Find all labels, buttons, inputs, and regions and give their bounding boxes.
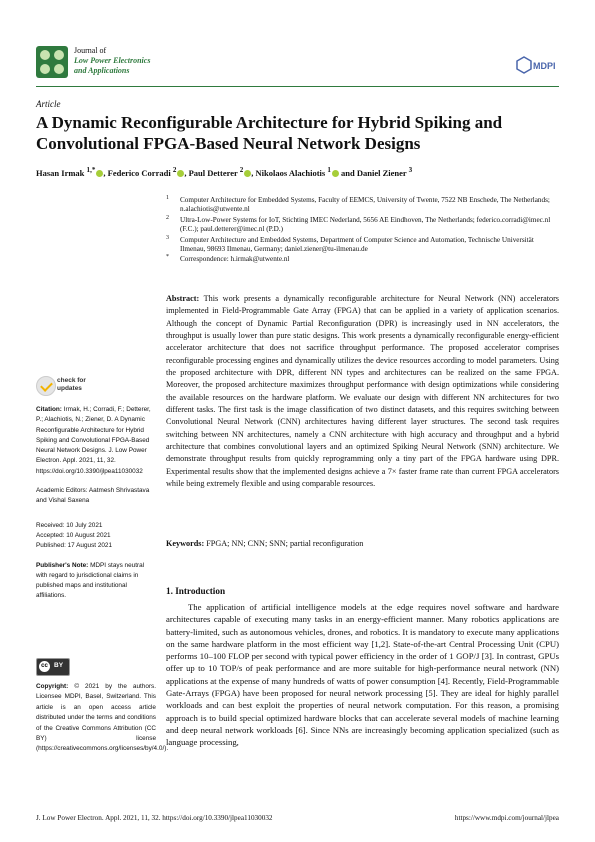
dates (36, 521, 156, 552)
article-type: Article (36, 99, 61, 109)
author: Paul Detterer $^2$ (189, 168, 252, 178)
mdpi-logo (516, 56, 558, 74)
keywords-label: Keywords: (166, 539, 205, 548)
journal-name-line3: and Applications (74, 66, 130, 75)
author: Nikolaos Alachiotis $^1$ (256, 168, 339, 178)
author: Federico Corradi $^2$ (108, 168, 185, 178)
footer-citation: J. Low Power Electron. Appl. 2021, 11, 32. https://doi.org/10.3390/jlpea11030032 (36, 814, 273, 822)
cc-icon: cc (39, 661, 50, 672)
correspondence: * Correspondence: h.irmak@utwente.nl (166, 254, 290, 264)
author: Hasan Irmak $^{1,*}$ (36, 168, 103, 178)
orcid-icon[interactable] (244, 170, 251, 177)
accepted-date: Accepted: 10 August 2021 (36, 531, 111, 539)
section-heading: 1. Introduction (166, 586, 226, 596)
journal-name-line2: Low Power Electronics (74, 56, 151, 65)
orcid-icon[interactable] (96, 170, 103, 177)
journal-logo (36, 46, 68, 78)
keywords (166, 538, 559, 549)
footer-journal-url[interactable]: https://www.mdpi.com/journal/jlpea (454, 814, 559, 822)
paragraph: The application of artificial intelligence models at the edge requires novel software and hardware architectures capable of executing many tasks in an energy-efficient manner. Many robotics applications are battery-limited, such as autonomous vehicles, drones, and robotics. It is mandatory to execute many applications on the same hardware platform in the most efficient way [1,2]. State-of-the-art Central Processing Unit (CPU) performs 10–100 FLOP per second with typical power efficiency in the order of 1 GOP/J [3]. In contrast, GPUs offer up to 10 TOP/s of peak performance and are more suitable for high-performance neural network (NN) applications at the expense of many hundreds of watts of power consumption [4]. Recently, Field-Programmable Gate-Arrays (FPGA) have been proposed for neural network processing [5]. They are ideal for highly parallel workloads and can best exploit the properties of neural network computation. For this reason, a promising approach is to build special optimized hardware blocks that can accelerate several models of machine learning and deep neural network workloads [6]. Since NNs are increasingly becoming application specialized (such as language processing, (166, 602, 559, 748)
by-icon: BY (54, 662, 64, 669)
journal-name (74, 46, 150, 76)
published-date: Published: 17 August 2021 (36, 542, 113, 550)
citation: Citation: Irmak, H.; Corradi, F.; Detterer, P.; Alachiotis, N.; Ziener, D. A Dynamic Reconfigurable Architecture for Hybrid Spiking and Convolutional FPGA-Based Neural Network Designs. J. Low Power Electron. Appl. 2021, 11, 32. https://doi.org/10.3390/jlpea11030032 (36, 406, 151, 475)
abstract (166, 293, 559, 491)
mdpi-logo-text: MDPI (533, 61, 556, 71)
author: Daniel Ziener $^3$ (356, 166, 413, 178)
orcid-icon[interactable] (177, 170, 184, 177)
header-divider (36, 86, 559, 87)
article-info-sidebar (36, 405, 156, 611)
publisher-note: Publisher's Note: MDPI stays neutral with regard to jurisdictional claims in published maps and institutional affiliations. (36, 561, 145, 600)
author-list: Hasan Irmak $^{1,*}$ , Federico Corradi $^2$ , Paul Detterer $^2$ , Nikolaos Alachiotis $^1$ and Daniel Ziener $^3$ (36, 166, 413, 178)
copyright-notice: Copyright: © 2021 by the authors. Licensee MDPI, Basel, Switzerland. This article is an open access article distributed under the terms and conditions of the Creative Commons Attribution (CC BY) license (https://creativecommons.org/licenses/by/4.0/). (36, 683, 169, 753)
introduction-body (166, 601, 559, 749)
affiliation: 3 Computer Architecture and Embedded Systems, Department of Computer Science and Automation, Technische Universität Ilmenau, 98693 Ilmenau, Germany; daniel.ziener@tu-ilmenau.de (166, 234, 534, 254)
keywords-text: FPGA; NN; CNN; SNN; partial reconfiguration (206, 539, 364, 548)
journal-name-line1: Journal of (74, 46, 107, 55)
academic-editors: Academic Editors: Aatmesh Shrivastava and Vishal Saxena (36, 487, 150, 505)
abstract-label: Abstract: (166, 294, 200, 303)
affiliation: 2 Ultra-Low-Power Systems for IoT, Stichting IMEC Nederland, 5656 AE Eindhoven, The Netherlands; federico.corradi@imec.nl (F.C.); paul.detterer@imec.nl (P.D.) (166, 214, 551, 234)
affiliations (166, 196, 556, 266)
received-date: Received: 10 July 2021 (36, 521, 103, 529)
article-title: A Dynamic Reconfigurable Architecture for Hybrid Spiking and Convolutional FPGA-Based Neural Network Designs (36, 113, 503, 153)
orcid-icon[interactable] (332, 170, 339, 177)
check-for-updates[interactable]: check for updates (36, 376, 116, 398)
check-updates-icon (36, 376, 56, 396)
affiliation: 1 Computer Architecture for Embedded Systems, Faculty of EEMCS, University of Twente, 7522 NB Enschede, The Netherlands; n.alachiotis@utwente.nl (166, 195, 550, 214)
abstract-text: This work presents a dynamically reconfigurable architecture for Neural Network (NN) accelerators implemented in Field-Programmable Gate Array (FPGA) that can be applied in a variety of application scenarios. Although the concept of Dynamic Partial Reconfiguration (DPR) is increasingly used in NN accelerators, the throughput is usually lower than pure static designs. This work presents a dynamically reconfigurable energy-efficient accelerator architecture that does not sacrifice throughput performance. The proposed accelerator comprises reconfigurable processing engines and dynamically utilizes the device resources according to model parameters. Using the proposed architecture with DPR, different NN types and architectures can be realized on the same FPGA. Moreover, the proposed architecture maximizes throughput performance with design optimizations while considering the available resources on the hardware platform. We evaluate our design with different NN architectures for two different tasks. The first task is the image classification of two distinct datasets, and this requires switching between Convolutional Neural Network (CNN) architectures having different layer structures. The second task requires switching between NN architectures, namely a CNN architecture with high accuracy and throughput and a hybrid architecture that combines convolutional layers and an optimized Spiking Neural Network (SNN) architecture. We demonstrate throughput results from quickly reprogramming only a tiny part of the FPGA hardware using DPR. Experimental results show that the implemented designs achieve a 7× faster frame rate than current FPGA accelerators while being extremely flexible and using comparable resources. (166, 294, 559, 489)
cc-by-license-badge[interactable] (36, 658, 70, 676)
